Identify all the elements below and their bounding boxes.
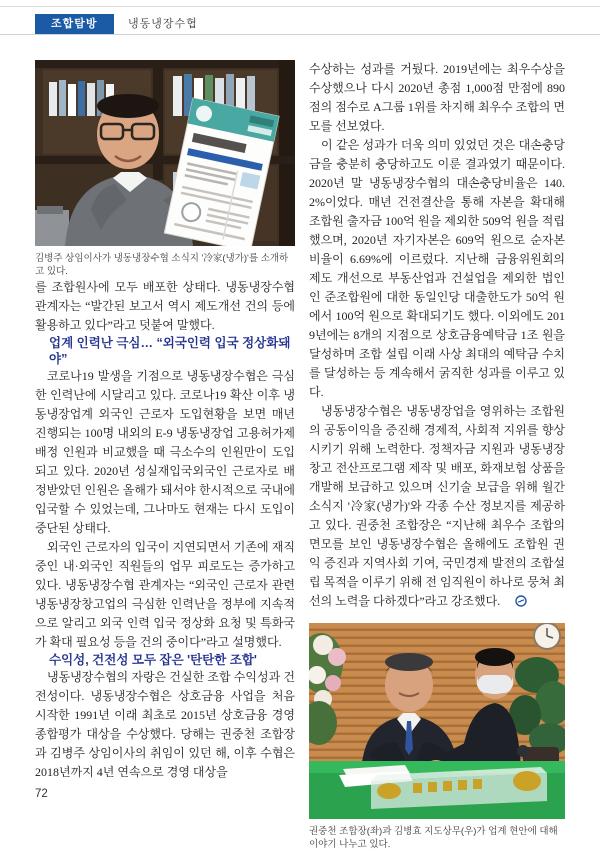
office-printer	[35, 210, 69, 246]
photo-caption-right: 권중천 조합장(좌)과 김병효 지도상무(우)가 업계 현안에 대해 이야기 나누고 있다.	[309, 826, 558, 850]
paragraph-mission	[309, 402, 565, 611]
paragraph-labor-2: 외국인 근로자의 입국이 지연되면서 기존에 재직중인 내·외국인 직원들의 업무 피로도는 증가하고 있다. 냉동냉장수협 관계자는 “외국인 근로자 관련 냉동냉장창고업의 극심한 인력난을 정부에 지속적으로 알리고 외국 인력 입국 정상화 요청 및 특화국가 확대 필요성 등을 건의 중이다”라고 설명했다.	[35, 540, 295, 649]
header-section-title: 냉동냉장수협	[128, 18, 198, 30]
top-rule	[0, 6, 600, 7]
photo-signing-desk	[309, 623, 565, 819]
left-column	[35, 60, 295, 782]
photo-kim-byungju-newsletter	[35, 60, 295, 246]
paragraph-soundness-1: 냉동냉장수협의 자랑은 건실한 조합 수익성과 건전성이다. 냉동냉장수협은 상호금융 사업을 처음 시작한 1991년 이래 최초로 2015년 상호금융 경영종합평가 대상을 수상했다. 당해는 권중천 조합장과 김병주 상임이사의 취임이 있던 해, 이후 수협은 2018년까지 4년 연속으로 경영 대상을	[35, 670, 295, 779]
clock-icon	[534, 623, 560, 649]
paragraph-labor-1: 코로나19 발생을 기점으로 냉동냉장수협은 극심한 인력난에 시달리고 있다. 코로나19 확산 이후 냉동냉장업계 외국인 근로자 도입현황을 보면 매년 진행되는 100명 내외의 E-9 냉동냉장업 고용허가제 배정 인원과 비교했을 때 극소수의 인원만이 도입되고 있다. 2020년 성실재입국외국인 근로자로 배정받았던 인원은 올해가 돼서야 한시적으로 국내에 입국할 수 있었는데, 그나마도 현재는 다시 도입이 중단된 상태다.	[35, 369, 295, 535]
paragraph-finance: 이 같은 성과가 더욱 의미 있었던 것은 대손충당금을 충분히 충당하고도 이룬 결과였기 때문이다. 2020년 말 냉동냉장수협의 대손충당비율은 140.2%이었다. 매년 건전결산을 통해 자본을 확대해 조합원 출자금 100억 원을 제외한 509억 원을 적립했으며, 2020년 자기자본은 609억 원으로 순자본 비율이 6.69%에 이르렀다. 지난해 금융위원회의 제도 개선으로 부동산업과 건설업을 제외한 법인인 준조합원에 대한 동일인당 대출한도가 50억 원에서 100억 원으로 확대되기도 했다. 이외에도 2019년에는 8개의 지점으로 상호금융예탁금 1조 원을 달성하며 조합 설립 이래 사상 최대의 예탁금 수치를 달성하는 등 계속해서 굵직한 성과를 이루고 있다.	[309, 138, 565, 399]
wristwatch	[517, 745, 529, 757]
section-heading-labor: 업계 인력난 극심… “외국인력 입국 정상화돼야”	[49, 336, 291, 366]
header-tab: 조합탐방	[35, 14, 114, 34]
paragraph-awards: 수상하는 성과를 거뒀다. 2019년에는 최우수상을 수상했으나 다시 2020년 총점 1,000점 만점에 890점의 점수로 A그룹 1위를 차지해 최우수 조합의 면모를 선보였다.	[309, 62, 565, 133]
right-column	[309, 60, 565, 851]
header-rule	[0, 34, 600, 35]
paragraph-continuation: 를 조합원사에 모두 배포한 상태다. 냉동냉장수협 관계자는 “발간된 보고서 역시 제도개선 건의 등에 활용하고 있다”라고 덧붙여 말했다.	[35, 280, 295, 332]
article-end-icon	[503, 594, 515, 606]
section-heading-soundness: 수익성, 건전성 모두 잡은 '탄탄한 조합'	[49, 653, 257, 667]
paragraph-mission-text: 냉동냉장수협은 냉동냉장업을 영위하는 조합원의 공동이익을 증진해 경제적, 사회적 지위를 향상시키기 위해 노력한다. 정책자금 지원과 냉동냉장창고 전산프로그램 제작 및 배포, 화재보험 상품을 개발해 보급하고 있으며 신기술 보급을 위해 월간 소식지 '冷家(냉가)'와 각종 수산 정보지를 제공하고 있다. 권중천 조합장은 “지난해 최우수 조합의 면모를 보인 냉동냉장수협은 올해에도 조합원 권익 증진과 지역사회 기여, 국민경제 발전의 조합설립 목적을 이루기 위해 전 임직원이 하나로 뭉쳐 최선의 노력을 다하겠다”라고 강조했다.	[309, 404, 565, 608]
photo-caption-left: 김병주 상임이사가 냉동냉장수협 소식지 '冷家(냉가)'를 소개하고 있다.	[35, 253, 289, 277]
page-number: 72	[35, 788, 48, 800]
face-mask	[478, 675, 512, 693]
